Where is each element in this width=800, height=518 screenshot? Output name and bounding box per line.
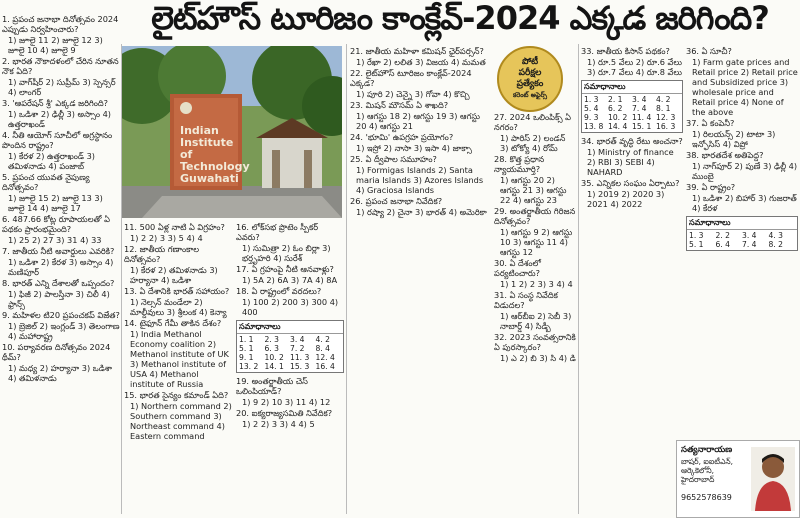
answer-cell: 11. 4 bbox=[632, 113, 652, 122]
sign-text-2: Institute bbox=[180, 136, 234, 149]
options: 1) 100 2) 200 3) 300 4) 400 bbox=[242, 297, 339, 317]
question: 15. భారత సైన్యం కమాండ్ ఏది? bbox=[124, 390, 229, 400]
question: 2. భారత నౌకాదళంలో చేరిన నూతన నౌక ఏది? bbox=[2, 56, 119, 76]
options: 1) ఎ 2) బి 3) సి 4) డి bbox=[500, 353, 576, 363]
options: 1) రేఖా 2) లలిత 3) విజయ 4) మమత bbox=[356, 57, 486, 67]
question: 38. భారతదేశ అతిపెద్ద? bbox=[686, 150, 764, 160]
answer-cell: 4. 2 bbox=[656, 95, 671, 104]
answers-heading: సమాధానాలు bbox=[582, 81, 682, 94]
options: 1) పూరి 2) చెన్నై 3) గోవా 4) కొచ్చి bbox=[356, 89, 470, 99]
question: 26. ప్రపంచ జనాభా నివేదిక? bbox=[350, 196, 443, 206]
question: 23. మిషన్ మౌసమ్ ఏ శాఖది? bbox=[350, 100, 449, 110]
answer-cell: 10. 2 bbox=[608, 113, 628, 122]
question: 30. ఏ దేశంలో పర్యటించారు? bbox=[494, 258, 541, 278]
options: 1) ఒడిశా 2) కేరళ 3) అస్సాం 4) మణిపూర్ bbox=[8, 257, 114, 277]
question: 12. జాతీయ గణాంకాల దినోత్సవం? bbox=[124, 244, 199, 264]
iit-guwahati-photo bbox=[122, 46, 342, 218]
column-divider bbox=[346, 44, 347, 514]
headline bbox=[122, 2, 798, 42]
options: 1) ఆర్‌బీఐ 2) సెబీ 3) నాబార్డ్ 4) సిడ్బీ bbox=[500, 311, 572, 331]
answer-cell: 14. 1 bbox=[264, 362, 284, 371]
column-7 bbox=[686, 46, 798, 438]
options: 1) India Methanol Economy coalition 2) Methanol institute of UK 3) Methanol institute of USA 4) Methanol institute of Russia bbox=[130, 329, 229, 389]
question: 7. జాతీయ నీటి అవార్డులు ఎవరికి? bbox=[2, 246, 115, 256]
answer-cell: 2. 2 bbox=[715, 231, 730, 240]
answer-cell: 13. 8 bbox=[584, 122, 604, 131]
column-3 bbox=[236, 222, 344, 516]
question: 29. అంతర్జాతీయ గిరిజన దినోత్సవం? bbox=[494, 206, 576, 226]
author-address: బాషర్, ఐఐటీఎన్, ఆర్కెకెలోనీ, హైదరాబాద్ bbox=[681, 457, 734, 484]
question: 17. ఏ గ్రహంపై నీటి ఆనవాళ్లు? bbox=[236, 264, 334, 274]
answer-cell: 3. 4 bbox=[742, 231, 757, 240]
column-6 bbox=[581, 46, 683, 438]
options: 1) ఇస్రో 2) నాసా 3) ఇసా 4) జాక్సా bbox=[356, 143, 472, 153]
question: 4. నీతి ఆయోగ్ సూచీలో అగ్రస్థానం పొందిన రాష్ట్రం? bbox=[2, 130, 113, 150]
question: 39. ఏ రాష్ట్రం? bbox=[686, 182, 736, 192]
options: 1) కేరళ 2) ఉత్తరాఖండ్ 3) తమిళనాడు 4) పంజాబ్ bbox=[8, 151, 95, 171]
options: 1) పారిస్ 2) లండన్ 3) టోక్యో 4) రోమ్ bbox=[500, 133, 566, 153]
answers-grid bbox=[582, 94, 682, 132]
answer-cell: 1. 3 bbox=[584, 95, 599, 104]
options: 1) 2 2) 3 3) 5 4) 4 bbox=[130, 233, 203, 243]
badge-line-1: పోటీ bbox=[521, 57, 539, 67]
question: 9. మహిళల టి20 ప్రపంచకప్ విజేత? bbox=[2, 310, 120, 320]
options: 1) జూలై 15 2) జూలై 13 3) జూలై 14 4) జూలై 17 bbox=[8, 193, 103, 213]
options: 1) 2019 2) 2020 3) 2021 4) 2022 bbox=[587, 189, 665, 209]
question: 8. భారత్ ఎన్ని దేశాలతో ఒప్పందం? bbox=[2, 278, 115, 288]
badge-line-4: కరెంట్ అఫైర్స్ bbox=[512, 91, 547, 99]
options: 1) మధ్య 2) హర్యానా 3) ఒడిశా 4) తమిళనాడు bbox=[8, 363, 113, 383]
options: 1) జూలై 11 2) జూలై 12 3) జూలై 10 4) జూలై 9 bbox=[8, 35, 103, 55]
answer-cell: 11. 3 bbox=[290, 353, 310, 362]
question: 21. జాతీయ మహిళా కమిషన్ ఛైర్‌పర్సన్? bbox=[350, 46, 484, 56]
answer-cell: 2. 1 bbox=[608, 95, 623, 104]
author-box bbox=[676, 440, 800, 518]
question: 13. ఏ దేశానికి భారత్ సహాయం? bbox=[124, 286, 230, 296]
options: 1) నాగ్‌పూర్ 2) పుణే 3) ఢిల్లీ 4) ముంబై bbox=[692, 161, 798, 181]
column-divider bbox=[578, 44, 579, 514]
answers-grid bbox=[237, 334, 343, 372]
answer-cell: 8. 2 bbox=[768, 240, 783, 249]
options: 1) కేరళ 2) తమిళనాడు 3) హర్యానా 4) ఒడిశా bbox=[130, 265, 218, 285]
sign-text-3: of bbox=[180, 148, 193, 161]
column-1 bbox=[2, 14, 120, 514]
question: 37. ఏ కంపెనీ? bbox=[686, 118, 735, 128]
options: 1) ఆగస్టు 9 2) ఆగస్టు 10 3) ఆగస్టు 11 4) ఆగస్టు 12 bbox=[500, 227, 573, 257]
options: 1) 5A 2) 6A 3) 7A 4) 8A bbox=[242, 275, 338, 285]
answers-grid bbox=[687, 230, 797, 250]
sign-text-1: Indian bbox=[180, 124, 219, 137]
answer-cell: 7. 4 bbox=[742, 240, 757, 249]
answer-cell: 12. 3 bbox=[656, 113, 676, 122]
options: 1) వాగ్‌షీర్ 2) సుప్రీమ్ 3) స్పెన్సర్ 4) లాంగర్ bbox=[8, 77, 116, 97]
question: 19. అంతర్జాతీయ చెస్ ఒలింపియాడ్? bbox=[236, 376, 308, 396]
answer-cell: 2. 3 bbox=[264, 335, 279, 344]
answer-cell: 15. 3 bbox=[290, 362, 310, 371]
answer-cell: 14. 4 bbox=[608, 122, 628, 131]
question: 35. ఎన్నికల సంఘం ఏర్పాటు? bbox=[581, 178, 680, 188]
column-4 bbox=[350, 46, 492, 516]
question: 22. లైట్‌హౌస్ టూరిజం కాంక్లేవ్-2024 ఎక్కడ? bbox=[350, 68, 472, 88]
options: 1) 1 2) 2 3) 3 4) 4 bbox=[500, 279, 573, 289]
answer-cell: 3. 4 bbox=[290, 335, 305, 344]
campus-illustration bbox=[122, 46, 342, 218]
question: 24. 'భూమి' ఉపగ్రహ ప్రయోగం? bbox=[350, 132, 454, 142]
answer-cell: 5. 1 bbox=[239, 344, 254, 353]
answer-cell: 8. 4 bbox=[315, 344, 330, 353]
author-name: సత్యనారాయణ bbox=[681, 445, 733, 455]
answer-cell: 13. 2 bbox=[239, 362, 259, 371]
answer-cell: 6. 2 bbox=[608, 104, 623, 113]
options: 1) ఒడిశా 2) ఢిల్లీ 3) అస్సాం 4) ఉత్తరాఖండ్ bbox=[8, 109, 111, 129]
answer-cell: 8. 1 bbox=[656, 104, 671, 113]
author-photo bbox=[751, 447, 795, 511]
question: 18. ఏ రాష్ట్రంలో వరదలు? bbox=[236, 286, 322, 296]
options: 1) ఫిజీ 2) పాలస్తీనా 3) చిలీ 4) ఫ్రాన్స్ bbox=[8, 289, 110, 309]
options: 1) రష్యా 2) చైనా 3) భారత్ 4) అమెరికా bbox=[356, 207, 487, 217]
question: 27. 2024 ఒలింపిక్స్ ఏ నగరం? bbox=[494, 112, 571, 132]
answer-cell: 3. 4 bbox=[632, 95, 647, 104]
question: 36. ఏ సూచీ? bbox=[686, 46, 732, 56]
answer-cell: 5. 1 bbox=[689, 240, 704, 249]
badge-line-3: ప్రత్యేకం bbox=[516, 79, 544, 89]
question: 16. లోక్‌సభ ప్రొటెం స్పీకర్ ఎవరు? bbox=[236, 222, 319, 242]
question: 32. 2023 సంవత్సరానికి ఏ పురస్కారం? bbox=[494, 332, 576, 352]
answer-cell: 1. 3 bbox=[689, 231, 704, 240]
answer-cell: 12. 4 bbox=[315, 353, 335, 362]
badge-line-2: పరీక్షల bbox=[518, 68, 542, 78]
current-affairs-badge bbox=[497, 46, 563, 112]
question: 31. ఏ సంస్థ నివేదిక విడుదల? bbox=[494, 290, 558, 310]
answer-cell: 1. 1 bbox=[239, 335, 254, 344]
question: 28. కొత్త ప్రధాన న్యాయమూర్తి? bbox=[494, 154, 545, 174]
answer-cell: 4. 2 bbox=[315, 335, 330, 344]
answer-cell: 5. 4 bbox=[584, 104, 599, 113]
answers-box bbox=[686, 216, 798, 251]
options: 1) రిలయన్స్ 2) టాటా 3) ఇన్ఫోసిస్ 4) విప్రో bbox=[692, 129, 776, 149]
options: 1) సుమిత్రా 2) ఓం బిర్లా 3) భర్తృహరి 4) సురేశ్ bbox=[242, 243, 331, 263]
options: 1) ఆగస్టు 20 2) ఆగస్టు 21 3) ఆగస్టు 22 4) ఆగస్టు 23 bbox=[500, 175, 567, 205]
author-phone: 9652578639 bbox=[681, 493, 732, 502]
options: 1) ఆగస్టు 18 2) ఆగస్టు 19 3) ఆగస్టు 20 4) ఆగస్టు 21 bbox=[356, 111, 480, 131]
column-2 bbox=[124, 222, 232, 516]
options: 1) Farm gate prices and Retail price 2) Retail price and Subsidized price 3) wholesale price and Retail price 4) None of the above bbox=[692, 57, 798, 117]
answers-heading: సమాధానాలు bbox=[687, 217, 797, 230]
answer-cell: 6. 3 bbox=[264, 344, 279, 353]
options: 1) Formigas Islands 2) Santa maria Islands 3) Azores Islands 4) Graciosa Islands bbox=[356, 165, 484, 195]
answer-cell: 9. 1 bbox=[239, 353, 254, 362]
page-title: లైట్‌హౌస్ టూరిజం కాంక్లేవ్-2024 ఎక్కడ జరిగింది? bbox=[151, 0, 769, 37]
answer-cell: 10. 2 bbox=[264, 353, 284, 362]
answer-cell: 15. 1 bbox=[632, 122, 652, 131]
options: 1) నెల్సన్ మండేలా 2) మాల్దీవులు 3) శ్రీలంక 4) కెన్యా bbox=[130, 297, 227, 317]
question: 6. 487.66 కోట్ల రూపాయలతో ఏ పథకం ప్రారంభమైంది? bbox=[2, 214, 110, 234]
options: 1) Northern command 2) Southern command 3) Northeast command 4) Eastern command bbox=[130, 401, 232, 441]
answer-cell: 9. 3 bbox=[584, 113, 599, 122]
options: 1) 25 2) 27 3) 31 4) 33 bbox=[8, 235, 102, 245]
answer-cell: 16. 3 bbox=[656, 122, 676, 131]
options: 1) ఒడిశా 2) బిహార్ 3) గుజరాత్ 4) కేరళ bbox=[692, 193, 797, 213]
answer-cell: 7. 2 bbox=[290, 344, 305, 353]
column-5 bbox=[494, 112, 576, 516]
question: 20. ఐక్యరాజ్యసమితి నివేదిక? bbox=[236, 408, 333, 418]
column-divider bbox=[121, 44, 122, 514]
question: 10. పర్యావరణ దినోత్సవం 2024 థీమ్? bbox=[2, 342, 111, 362]
options: 1) 2 2) 3 3) 4 4) 5 bbox=[242, 419, 315, 429]
answers-heading: సమాధానాలు bbox=[237, 321, 343, 334]
sign-text-4: Technology bbox=[180, 160, 250, 173]
question: 11. 500 ఏళ్ల నాటి ఏ విగ్రహం? bbox=[124, 222, 225, 232]
question: 3. 'ఆపరేషన్ శ్రీ' ఎక్కడ జరిగింది? bbox=[2, 98, 109, 108]
question: 34. భారత్ వృద్ధి రేటు అంచనా? bbox=[581, 136, 683, 146]
options: 1) 9 2) 10 3) 11 4) 12 bbox=[242, 397, 331, 407]
question: 5. ప్రపంచ యువత నైపుణ్య దినోత్సవం? bbox=[2, 172, 90, 192]
answers-box bbox=[236, 320, 344, 373]
answers-box bbox=[581, 80, 683, 133]
question: 1. ప్రపంచ జనాభా దినోత్సవం 2024 ఎప్పుడు నిర్వహించారు? bbox=[2, 14, 119, 34]
question: 14. టైఫూన్ గేమీ తాకిన దేశం? bbox=[124, 318, 222, 328]
options: 1) బ్రెజిల్ 2) ఇంగ్లండ్ 3) తెలంగాణ 4) మహారాష్ట్ర bbox=[8, 321, 120, 341]
answer-cell: 7. 4 bbox=[632, 104, 647, 113]
options: 1) రూ.5 వేలు 2) రూ.6 వేలు 3) రూ.7 వేలు 4) రూ.8 వేలు bbox=[587, 57, 683, 77]
question: 33. జాతీయ కిసాన్ పథకం? bbox=[581, 46, 670, 56]
answer-cell: 4. 3 bbox=[768, 231, 783, 240]
question: 25. ఏ ద్వీపాల సమూహం? bbox=[350, 154, 437, 164]
answer-cell: 16. 4 bbox=[315, 362, 335, 371]
sign-text-5: Guwahati bbox=[180, 172, 239, 185]
answer-cell: 6. 4 bbox=[715, 240, 730, 249]
options: 1) Ministry of finance 2) RBI 3) SEBI 4) NAHARD bbox=[587, 147, 674, 177]
